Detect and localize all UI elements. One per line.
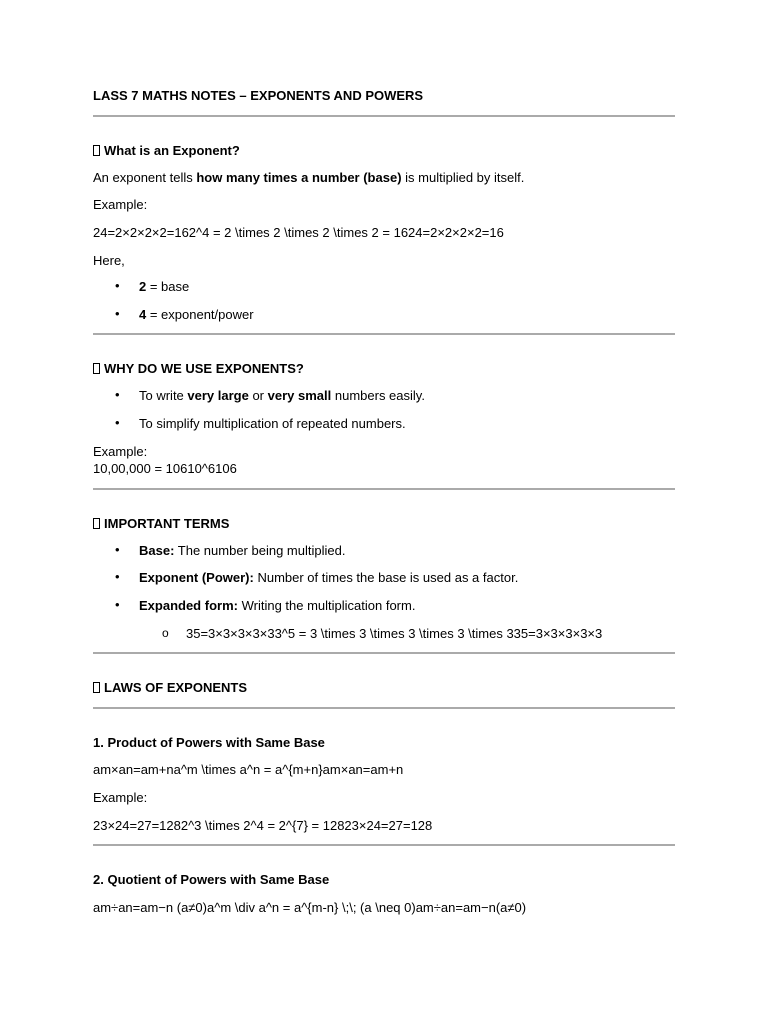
bullet-icon: • [115,278,120,293]
example-expression: 10,00,000 = 10610^6106 [93,461,237,476]
bold-text: very large [187,388,249,403]
example-label: Example: [93,444,148,459]
bullet-icon: • [115,597,120,612]
section-heading-text: WHY DO WE USE EXPONENTS? [104,361,304,376]
divider [93,115,675,117]
divider [93,488,675,490]
law-title: 1. Product of Powers with Same Base [93,735,325,750]
text: is multiplied by itself. [401,170,525,185]
text: Writing the multiplication form. [237,598,416,613]
missing-glyph-icon [93,363,100,374]
text: = exponent/power [146,307,254,322]
bullet-icon: • [115,542,120,557]
example-expression: 24=2×2×2×2=162^4 = 2 \times 2 \times 2 \times 2 = 1624=2×2×2×2=16 [93,225,504,240]
divider [93,333,675,335]
sub-list-item-text: 35=3×3×3×3×33^5 = 3 \times 3 \times 3 \times 3 \times 335=3×3×3×3×3 [186,626,603,641]
divider [93,844,675,846]
bold-text: Base: [139,543,175,558]
section-heading-why [93,361,304,377]
document-title: LASS 7 MATHS NOTES – EXPONENTS AND POWERS [93,88,424,103]
bold-text: 2 [139,279,147,294]
list-item-text: To simplify multiplication of repeated numbers. [139,416,406,431]
text: or [248,388,268,403]
text: The number being multiplied. [174,543,346,558]
sub-bullet-icon: o [162,626,169,640]
text: To write [139,388,188,403]
text: numbers easily. [331,388,425,403]
example-expression: 23×24=27=1282^3 \times 2^4 = 2^{7} = 12823×24=27=128 [93,818,433,833]
here-label: Here, [93,253,125,268]
missing-glyph-icon [93,518,100,529]
section-heading-text: IMPORTANT TERMS [104,516,230,531]
text: An exponent tells [93,170,197,185]
bold-text: how many times a number (base) [196,170,402,185]
bullet-icon: • [115,569,120,584]
section-heading-text: What is an Exponent? [104,143,240,158]
missing-glyph-icon [93,682,100,693]
bold-text: very small [267,388,332,403]
text: = base [146,279,190,294]
bullet-icon: • [115,306,120,321]
missing-glyph-icon [93,145,100,156]
bold-text: Exponent (Power): [139,570,254,585]
section-heading-text: LAWS OF EXPONENTS [104,680,248,695]
bold-text: 4 [139,307,147,322]
bullet-icon: • [115,415,120,430]
law-expression: am÷an=am−n (a≠0)a^m \div a^n = a^{m-n} \;\; (a \neq 0)am÷an=am−n(a≠0) [93,900,527,915]
exponent-definition [93,170,524,186]
divider [93,652,675,654]
text: Number of times the base is used as a factor. [253,570,519,585]
law-expression: am×an=am+na^m \times a^n = a^{m+n}am×an=am+n [93,762,404,777]
section-heading-what [93,143,240,159]
example-label: Example: [93,197,148,212]
example-label: Example: [93,790,148,805]
bold-text: Expanded form: [139,598,238,613]
section-heading-laws [93,680,247,696]
section-heading-terms [93,516,229,532]
divider [93,707,675,709]
law-title: 2. Quotient of Powers with Same Base [93,872,330,887]
bullet-icon: • [115,387,120,402]
